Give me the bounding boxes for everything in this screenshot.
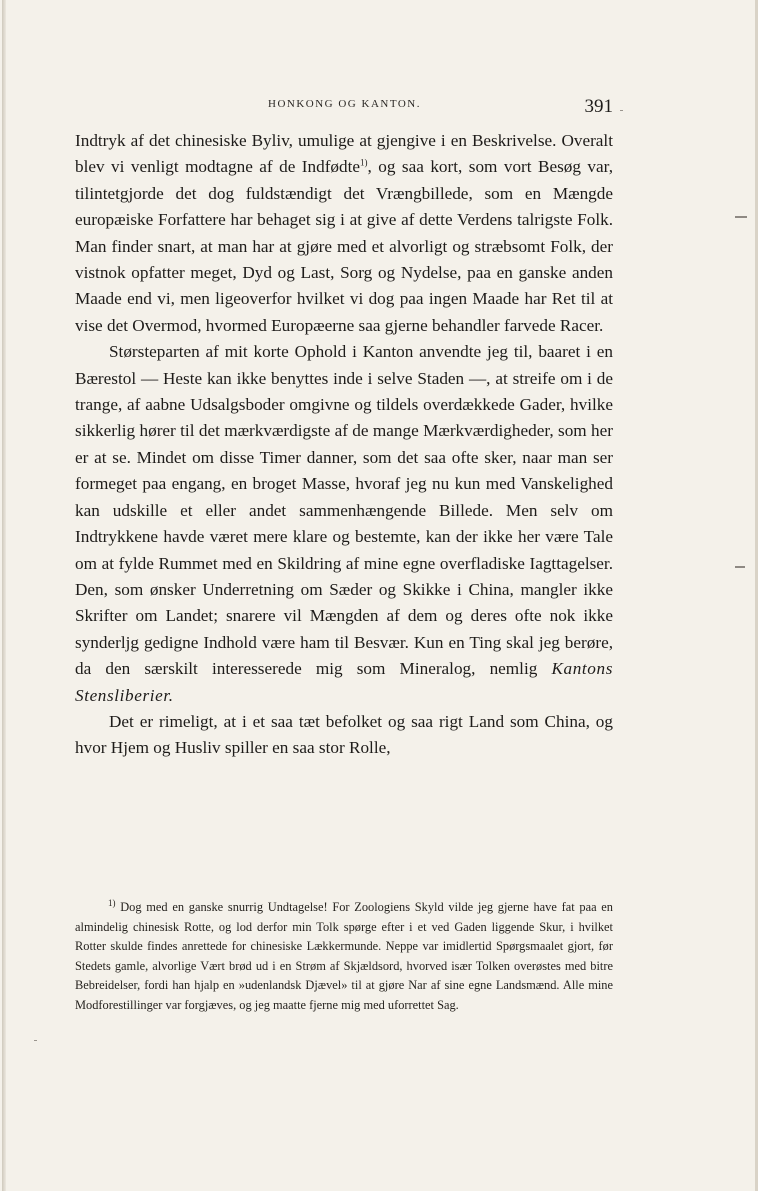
margin-speck — [620, 110, 623, 111]
margin-speck — [34, 1040, 37, 1041]
paragraph-2-text: Størsteparten af mit korte Ophold i Kanton anvendte jeg til, baaret i en Bærestol — Heste kan ikke benyttes inde i selve Staden —, at streife om i de trange, af aabne Udsalgsboder omgivne og tildels overdækkede Gader, hvilke sikkerlig hører til det mærkværdigste af de mange Mærkværdigheder, som her er at se. Mindet om disse Timer danner, som det saa ofte sker, naar man ser formeget paa engang, en broget Masse, hvoraf jeg nu kun med Vanskelighed kan udskille et eller andet sammenhængende Billede. Men selv om Indtrykkene havde været mere klare og bestemte, kan der ikke her være Tale om at fylde Rummet med en Skildring af mine egne overfladiske Iagttagelser. Den, som ønsker Underretning om Sæder og Skikke i China, mangler ikke Skrifter om Landet; snarere vil Mængden af dem og deres ofte nok ikke synderljg gedigne Indhold være ham til Besvær. Kun en Ting skal jeg berøre, da den særskilt interesserede mig som Mineralog, nemlig — [75, 342, 613, 679]
margin-mark — [735, 216, 747, 218]
margin-mark — [735, 566, 745, 568]
footnote-reference: 1) — [360, 157, 368, 168]
paragraph-1-text: Indtryk af det chinesiske Byliv, umulige at gjengive i en Beskrivelse. Overalt blev vi venligt modtagne af de Indfødte — [75, 131, 613, 177]
footnote-paragraph — [75, 898, 613, 1016]
page-header — [75, 96, 613, 122]
page-number: 391 — [584, 96, 613, 117]
emphasized-phrase: Kantons Stensliberier. — [75, 659, 613, 705]
footnote-text: Dog med en ganske snurrig Undtagelse! For Zoologiens Skyld vilde jeg gjerne have fat paa en almindelig chinesisk Rotte, og lod derfor min Tolk spørge efter i et ved Gaden liggende Skur, i hvilket Rotter skulde findes anrettede for chinesiske Lækkermunde. Neppe var imidlertid Spørgsmaalet gjort, før Stedets gamle, alvorlige Vært brød ud i en Strøm af Skjældsord, hvorved især Tolken overøstes med bitre Bebreidelser, fordi han hjalp en »udenlandsk Djævel» til at gjøre Nar af sine egne Landsmænd. Alle mine Modforestillinger var forgjæves, og jeg maatte fjerne mig med uforrettet Sag. — [75, 900, 613, 1012]
footnote — [75, 898, 613, 1016]
page-left-edge — [2, 0, 6, 1191]
footnote-marker: 1) — [108, 897, 116, 908]
running-title: HONKONG OG KANTON. — [268, 98, 421, 110]
main-text — [75, 128, 613, 762]
paragraph-3: Det er rimeligt, at i et saa tæt befolket og saa rigt Land som China, og hvor Hjem og Husliv spiller en saa stor Rolle, — [75, 711, 613, 758]
paragraph-2 — [75, 339, 613, 709]
paragraph-1 — [75, 128, 613, 339]
paragraph-1-text-rest: , og saa kort, som vort Besøg var, tilintetgjorde det dog fuldstændigt det Vrængbillede, som en Mængde europæiske Forfattere har behaget sig i at give af dette Verdens talrigste Folk. Man finder snart, at man har at gjøre med et alvorligt og stræbsomt Folk, der vistnok opfatter meget, Dyd og Last, Sorg og Nydelse, paa en ganske anden Maade end vi, men ligeoverfor hvilket vi dog paa ingen Maade har Ret til at vise det Overmod, hvormed Europæerne saa gjerne behandler farvede Racer. — [75, 157, 613, 335]
